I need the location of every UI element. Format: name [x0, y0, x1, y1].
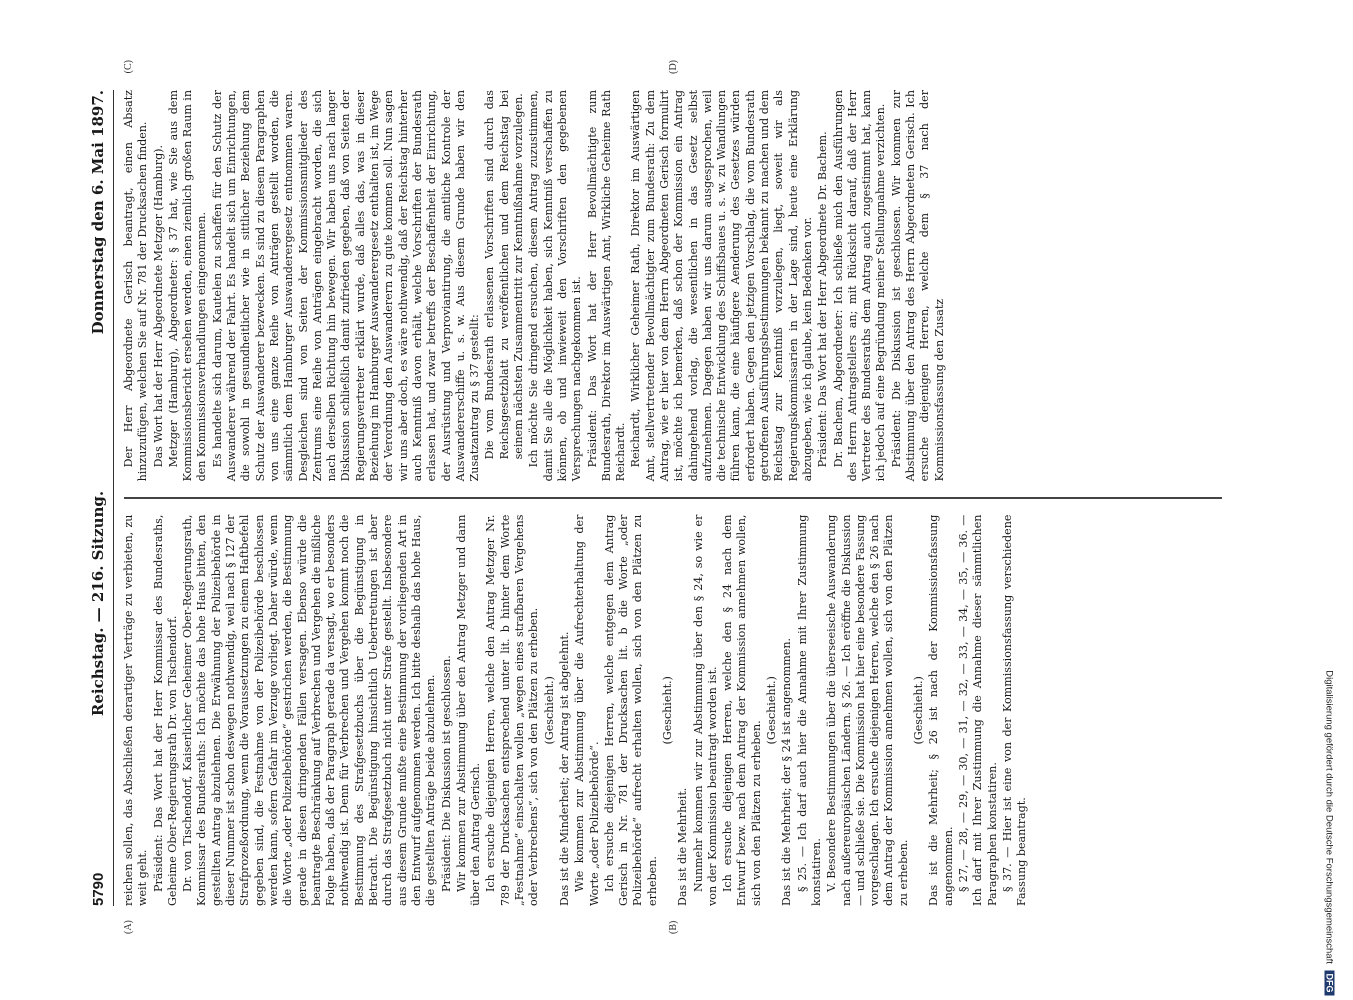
- rotated-document-page: [61, 60, 1291, 940]
- paragraph: § 25. — Ich darf auch hier die Annahme mit Ihrer Zustimmung konstatiren.: [795, 514, 823, 906]
- paragraph: Das ist die Mehrheit; § 26 ist nach der Kommissionsfassung angenommen.: [927, 514, 955, 906]
- paragraph: Dr. Bachem, Abgeordneter: Ich schließe mich den Ausführungen des Herrn Antragstellers an; mit Rücksicht darauf, daß der Herr Vertreter des Bundesraths dem Antrag auch zugestimmt hat, kann ich jedoch auf eine Begründung meiner Stellungnahme verzichten.: [831, 90, 888, 482]
- paragraph: § 27, — 28, — 29, — 30, — 31, — 32, — 33, — 34, — 35, — 36. — Ich darf mit Ihrer Zustimmung die Annahme dieser sämmtlichen Paragraphen konstatiren.: [956, 514, 999, 906]
- paragraph: Ich ersuche diejenigen Herren, welche entgegen dem Antrag Gerisch in Nr. 781 der Drucksachen lit. b die Worte „oder Polizeibehörde“ aufrecht erhalten wollen, sich von den Plätzen zu erheben.: [602, 514, 659, 906]
- paragraph: Reichardt, Wirklicher Geheimer Rath, Direktor im Auswärtigen Amt, stellvertretender Bevollmächtigter zum Bundesrath: Zu dem Antrag, wie er hier von dem Herrn Abgeordneten Gerisch formulirt ist, möchte ich bemerken, daß schon der Kommission ein Antrag dahingehend vorlag, die wesentlichen in das Gesetz selbst aufzunehmen. Dagegen haben wir uns darum ausgesprochen, weil die technische Entwicklung des Schiffsbaues u. s. w. zu Wandlungen führen kann, die eine häufigere Aenderung des Gesetzes würden erfordert haben. Gegen den jetzigen Vorschlag, die vom Bundesrath getroffenen Ausführungsbestimmungen bekannt zu machen und dem Reichstag zur Kenntniß vorzulegen, liegt, soweit wir als Regierungskommissarien in der Lage sind, heute eine Erklärung abzugeben, wie ich glaube, kein Bedenken vor.: [629, 90, 814, 482]
- paragraph: Dr. von Tischendorf, Kaiserlicher Geheimer Ober-Regierungsrath, Kommissar des Bundesraths: Ich möchte das hohe Haus bitten, den gestellten Antrag abzulehnen. Die Erwähnung der Polizeibehörde in dieser Nummer ist schon deswegen nothwendig, weil nach § 127 der Strafprozeßordnung, wenn die Voraussetzungen zu einem Haftbefehl gegeben sind, die Festnahme von der Polizeibehörde beschlossen werden kann, sofern Gefahr im Verzuge vorliegt. Daher würde, wenn die Worte „oder Polizeibehörde“ gestrichen werden, die Bestimmung gerade in diesen dringenden Fällen versagen. Ebenso würde die beantragte Beschränkung auf Verbrechen und Vergehen die mißliche Folge haben, daß der Paragraph gerade da versagt, wo er besonders nothwendig ist. Denn für Verbrechen und Vergehen kommt noch die Bestimmung des Strafgesetzbuchs über die Begünstigung in Betracht. Die Begünstigung hinsichtlich Uebertretungen ist aber durch das Strafgesetzbuch nicht unter Strafe gestellt. Insbesondere aus diesem Grunde mußte eine Bestimmung der vorliegenden Art in den Entwurf aufgenommen werden. Ich bitte deshalb das hohe Haus, die gestellten Anträge beide abzulehnen.: [181, 514, 438, 906]
- paragraph: Ich ersuche diejenigen Herren, welche den § 24 nach dem Entwurf bezw. nach dem Antrag der Kommission annehmen wollen, sich von den Plätzen zu erheben.: [721, 514, 763, 906]
- paragraph: Präsident: Die Diskussion ist geschlossen. Wir kommen zur Abstimmung über den Antrag des Herrn Abgeordneten Gerisch. Ich ersuche diejenigen Herren, welche dem § 37 nach der Kommissionsfassung den Zusatz: [889, 90, 946, 482]
- paragraph: Wie kommen zur Abstimmung über die Aufrechterhaltung der Worte „oder Polizeibehörde“.: [573, 514, 601, 906]
- paragraph: (Geschieht.): [660, 676, 674, 745]
- text-columns: [122, 60, 1222, 934]
- paragraph: Das Wort hat der Herr Abgeordnete Metzger (Hamburg).: [151, 144, 165, 468]
- paragraph: Ich ersuche diejenigen Herren, welche den Antrag Metzger Nr. 789 der Drucksachen entsprechend unter lit. b hinter dem Worte „Festnahme“ einschalten wollen „wegen eines strafbaren Vergehens oder Verbrechens“, sich von den Plätzen zu erheben.: [484, 514, 541, 906]
- paragraph: Präsident: Die Diskussion ist geschlossen.: [439, 655, 453, 892]
- paragraph: Metzger (Hamburg), Abgeordneter: § 37 hat, wie Sie aus dem Kommissionsbericht ersehen werden, einen ziemlich großen Raum in den Kommissionsverhandlungen eingenommen.: [166, 90, 209, 482]
- paragraph: Nunmehr kommen wir zur Abstimmung über den § 24, so wie er von der Kommission beantragt worden ist.: [691, 514, 719, 906]
- left-column: [122, 499, 1222, 934]
- quoted-motion: Die vom Bundesrath erlassenen Vorschriften sind durch das Reichsgesetzblatt zu veröffentlichen und dem Reichstag bei seinem nächsten Zusammentritt zur Kenntnißnahme vorzulegen.: [483, 90, 526, 460]
- margin-marker-c: (C): [123, 60, 134, 74]
- paragraph: Präsident: Das Wort hat der Herr Abgeordnete Dr. Bachem.: [816, 131, 830, 468]
- paragraph: (Geschieht.): [912, 676, 926, 745]
- paragraph: Präsident: Das Wort hat der Herr Bevollmächtigte zum Bundesrath, Direktor im Auswärtigen Amt, Wirkliche Geheime Rath Reichardt.: [585, 90, 628, 482]
- paragraph: (Geschieht.): [542, 676, 556, 745]
- dfg-logo: DFG: [1325, 970, 1335, 995]
- paragraph: reichen sollen, das Abschließen derartiger Verträge zu verbieten, zu weit geht.: [122, 514, 150, 906]
- paragraph: V. Besondere Bestimmungen über die überseeische Auswanderung nach außereuropäischen Ländern. § 26. — Ich eröffne die Diskussion — und schließe sie. Die Kommission hat hier eine besondere Fassung vorgeschlagen. Ich ersuche diejenigen Herren, welche den § 26 nach dem Antrag der Kommission annehmen wollen, sich von den Plätzen zu erheben.: [825, 514, 910, 906]
- session-title: Reichstag. — 216. Sitzung.: [89, 490, 107, 717]
- paragraph: Das ist die Minderheit; der Antrag ist abgelehnt.: [557, 631, 571, 906]
- credit-text: Digitalisierung gefördert durch die Deutsche Forschungsgemeinschaft: [1323, 669, 1335, 964]
- paragraph: Wir kommen zur Abstimmung über den Antrag Metzger und dann über den Antrag Gerisch.: [454, 514, 483, 906]
- paragraph: Es handelte sich darum, Kautelen zu schaffen für den Schutz der Auswanderer während der Fahrt. Es handelt sich um Einrichtungen, die sowohl in gesundheitlicher wie in sittlicher Beziehung dem Schutz der Auswanderer bezwecken. Es sind zu diesem Paragraphen von uns eine ganze Reihe von Anträgen gestellt worden, die sämmtlich dem Hamburger Auswanderergesetz entnommen waren. Desgleichen sind von Seiten der Kommissionsmitglieder des Zentrums eine Reihe von Anträgen eingebracht worden, die sich nach derselben Richtung hin bewegen. Wir haben uns nach langer Diskussion schließlich damit zufrieden gegeben, daß von Seiten der Regierungsvertreter erklärt wurde, daß alles das, was in dieser Beziehung im Hamburger Auswanderergesetz enthalten ist, im Wege der Verordnung den Auswanderern zu gute kommen soll. Nun sagen wir uns aber doch, es wäre nothwendig, daß der Reichstag hinterher auch Kenntniß davon erhält, welche Vorschriften der Bundesrath erlassen hat, und zwar betreffs der Beschaffenheit der Einrichtung, der Ausrüstung und Verproviantirung, die amtliche Kontrole der Auswandererschiffe u. s. w. Aus diesem Grunde haben wir den Zusatzantrag zu § 37 gestellt:: [210, 90, 482, 482]
- page-number: 5790: [90, 872, 107, 906]
- page-header: [89, 90, 114, 906]
- margin-marker-a: (A): [123, 920, 134, 934]
- credit-line: [1324, 10, 1335, 995]
- session-date: Donnerstag den 6. Mai 1897.: [89, 90, 107, 335]
- paragraph: Ich möchte Sie dringend ersuchen, diesem Antrag zuzustimmen, damit Sie alle die Möglichkeit haben, sich Kenntniß verschaffen zu können, ob und inwieweit den Vorschriften den gegebenen Versprechungen nachgekommen ist.: [527, 90, 584, 482]
- margin-marker-d: (D): [668, 60, 679, 74]
- right-column: [122, 60, 1222, 497]
- paragraph: Der Herr Abgeordnete Gerisch beantragt, einen Absatz hinzuzufügen, welchen Sie auf Nr. 781 der Drucksachen finden.: [122, 90, 150, 482]
- paragraph: (Geschieht.): [765, 676, 779, 745]
- paragraph: Präsident: Das Wort hat der Herr Kommissar des Bundesraths, Geheime Ober-Regierungsrath Dr. von Tischendorf.: [151, 514, 179, 906]
- margin-marker-b: (B): [668, 920, 679, 934]
- paragraph: Das ist die Mehrheit; der § 24 ist angenommen.: [780, 637, 794, 906]
- paragraph: Das ist die Mehrheit.: [676, 787, 690, 906]
- digitization-credit: [1318, 10, 1340, 995]
- paragraph: § 37. — Hier ist eine von der Kommissionsfassung verschiedene Fassung beantragt.: [1000, 514, 1029, 906]
